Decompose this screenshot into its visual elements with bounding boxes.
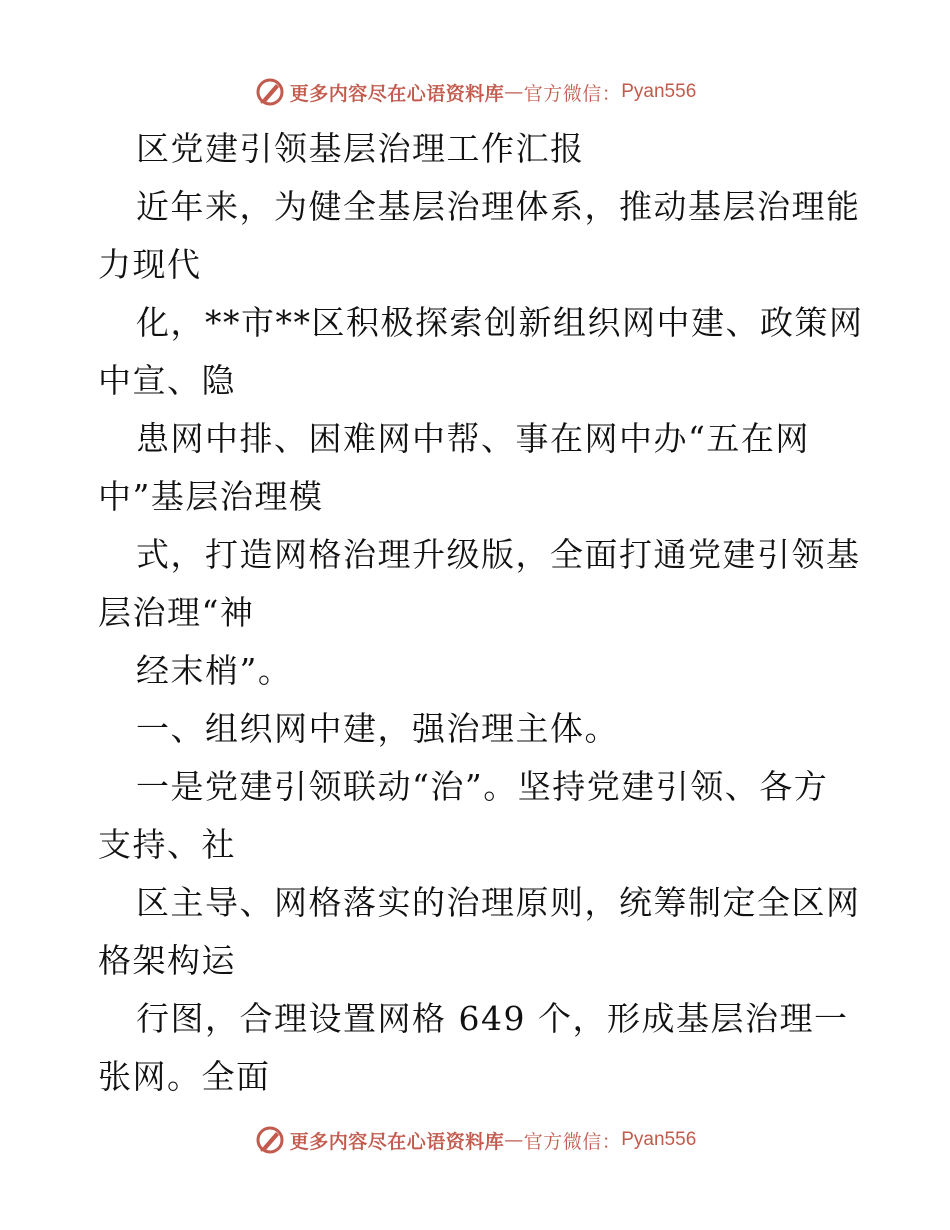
text-line: 化，**市**区积极探索创新组织网中建、政策网 — [136, 303, 864, 342]
watermark-wechat-id: Pyan556 — [621, 1129, 697, 1150]
section-heading: 一、组织网中建，强治理主体。 — [136, 709, 619, 748]
text-line: 中宣、隐 — [98, 361, 236, 400]
watermark-separator: — — [504, 1129, 524, 1151]
document-body — [98, 120, 878, 1106]
watermark-wechat-label: 官方微信： — [523, 1130, 622, 1153]
watermark-banner-bottom — [0, 1120, 950, 1160]
watermark-site-text: 更多内容尽在心语资料库 — [289, 82, 505, 105]
text-line: 行图，合理设置网格 649 个，形成基层治理一 — [136, 999, 849, 1038]
text-line: 区主导、网格落实的治理原则，统筹制定全区网 — [136, 883, 861, 922]
watermark-site-text: 更多内容尽在心语资料库 — [289, 1130, 505, 1153]
watermark-wechat-label: 官方微信： — [523, 82, 622, 105]
quill-seal-icon — [254, 1124, 286, 1156]
text-line: 近年来，为健全基层治理体系，推动基层治理能 — [136, 187, 861, 226]
watermark-separator: — — [504, 81, 524, 103]
text-line: 一是党建引领联动“治”。坚持党建引领、各方 — [136, 767, 829, 806]
watermark-banner-top — [0, 72, 950, 112]
text-line: 格架构运 — [98, 941, 236, 980]
text-line: 经末梢”。 — [136, 651, 293, 690]
text-line: 力现代 — [98, 245, 202, 284]
text-line: 中”基层治理模 — [98, 477, 324, 516]
text-line: 患网中排、困难网中帮、事在网中办“五在网 — [136, 419, 810, 458]
quill-seal-icon — [254, 76, 286, 108]
text-line: 式，打造网格治理升级版，全面打通党建引领基 — [136, 535, 861, 574]
text-line: 支持、社 — [98, 825, 236, 864]
watermark-wechat-id: Pyan556 — [621, 81, 697, 102]
text-line: 张网。全面 — [98, 1057, 271, 1096]
document-title: 区党建引领基层治理工作汇报 — [136, 129, 585, 168]
text-line: 层治理“神 — [98, 593, 255, 632]
